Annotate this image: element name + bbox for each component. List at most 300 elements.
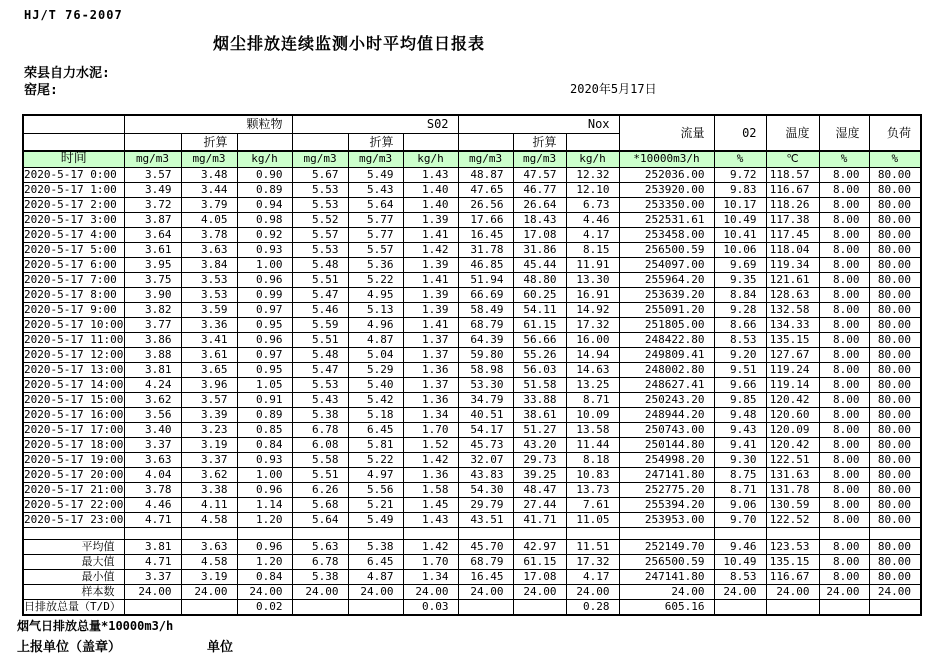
value-cell <box>714 599 766 615</box>
value-cell: 3.78 <box>181 227 237 242</box>
value-cell: 1.45 <box>403 497 458 512</box>
value-cell: 12.10 <box>566 182 619 197</box>
value-cell: 1.42 <box>403 452 458 467</box>
hour-row <box>23 332 921 347</box>
value-cell: 3.40 <box>124 422 181 437</box>
blank-cell <box>869 527 921 539</box>
unit-cell: mg/m3 <box>124 151 181 167</box>
time-cell: 2020-5-17 20:00 <box>24 467 124 481</box>
value-cell: 1.40 <box>403 182 458 197</box>
value-cell <box>348 599 403 615</box>
company-name: 荣县自力水泥: <box>24 66 110 81</box>
time-cell: 2020-5-17 3:00 <box>23 212 124 227</box>
value-cell: 17.66 <box>458 212 513 227</box>
value-cell: 256500.59 <box>619 242 714 257</box>
value-cell: 5.51 <box>292 467 348 482</box>
value-cell: 5.38 <box>292 407 348 422</box>
value-cell: 254998.20 <box>619 452 714 467</box>
summary-label: 最大值 <box>23 554 124 569</box>
value-cell: 118.57 <box>766 167 819 182</box>
blank-cell <box>403 527 458 539</box>
blank-cell <box>619 527 714 539</box>
subheader-converted-pm: 折算 <box>181 133 237 151</box>
value-cell: 8.00 <box>819 332 869 347</box>
blank-cell <box>458 527 513 539</box>
value-cell: 1.52 <box>403 437 458 452</box>
value-cell: 3.62 <box>181 467 237 482</box>
value-cell: 24.00 <box>819 584 869 599</box>
value-cell: 8.00 <box>819 242 869 257</box>
value-cell: 1.14 <box>237 497 292 512</box>
hour-row <box>23 512 921 527</box>
hour-row <box>23 377 921 392</box>
blank-cell <box>566 527 619 539</box>
value-cell: 122.51 <box>766 452 819 467</box>
value-cell: 5.53 <box>292 197 348 212</box>
value-cell: 5.63 <box>292 539 348 554</box>
value-cell: 3.81 <box>124 362 181 377</box>
value-cell: 1.39 <box>403 257 458 272</box>
value-cell: 5.64 <box>292 512 348 527</box>
value-cell: 61.15 <box>513 554 566 569</box>
value-cell: 3.59 <box>181 302 237 317</box>
value-cell: 8.00 <box>819 569 869 584</box>
value-cell: 9.85 <box>714 392 766 407</box>
value-cell: 3.37 <box>124 437 181 452</box>
value-cell: 9.51 <box>714 362 766 377</box>
value-cell: 5.81 <box>348 437 403 452</box>
unit-cell: % <box>819 151 869 167</box>
value-cell: 34.79 <box>458 392 513 407</box>
value-cell: 135.15 <box>766 554 819 569</box>
value-cell: 255091.20 <box>619 302 714 317</box>
value-cell: 0.92 <box>237 227 292 242</box>
value-cell: 9.83 <box>714 182 766 197</box>
value-cell: 8.00 <box>819 257 869 272</box>
value-cell: 5.46 <box>292 302 348 317</box>
value-cell: 80.00 <box>869 437 921 452</box>
value-cell: 5.38 <box>292 569 348 584</box>
value-cell: 8.00 <box>819 317 869 332</box>
value-cell: 3.44 <box>181 182 237 197</box>
value-cell: 5.67 <box>292 167 348 182</box>
value-cell: 0.96 <box>237 332 292 347</box>
value-cell: 80.00 <box>869 347 921 362</box>
value-cell: 3.81 <box>124 539 181 554</box>
value-cell: 26.56 <box>458 197 513 212</box>
value-cell: 3.87 <box>124 212 181 227</box>
value-cell: 0.95 <box>237 362 292 377</box>
value-cell: 256500.59 <box>619 554 714 569</box>
value-cell: 5.21 <box>348 497 403 512</box>
value-cell: 8.00 <box>819 452 869 467</box>
value-cell: 4.97 <box>348 467 403 482</box>
value-cell: 64.39 <box>458 332 513 347</box>
value-cell: 1.37 <box>403 377 458 392</box>
blank-cell <box>237 133 292 151</box>
hour-row <box>23 452 921 467</box>
blank-cell <box>513 527 566 539</box>
value-cell: 5.57 <box>348 242 403 257</box>
hour-row <box>23 482 921 497</box>
value-cell: 8.00 <box>819 182 869 197</box>
value-cell: 0.02 <box>237 599 292 615</box>
value-cell: 250144.80 <box>619 437 714 452</box>
value-cell: 119.24 <box>766 362 819 377</box>
value-cell: 16.45 <box>458 569 513 584</box>
value-cell: 123.53 <box>766 539 819 554</box>
value-cell: 0.28 <box>566 599 619 615</box>
value-cell: 4.24 <box>124 377 181 392</box>
value-cell: 4.46 <box>566 212 619 227</box>
value-cell: 1.42 <box>403 242 458 257</box>
value-cell: 8.00 <box>819 422 869 437</box>
group-header-particulate: 颗粒物 <box>124 115 292 133</box>
value-cell: 120.42 <box>766 392 819 407</box>
table-body <box>23 115 921 615</box>
value-cell: 48.47 <box>513 482 566 497</box>
value-cell: 80.00 <box>869 452 921 467</box>
value-cell: 1.58 <box>403 482 458 497</box>
time-cell: 2020-5-17 8:00 <box>23 287 124 302</box>
value-cell: 118.04 <box>766 242 819 257</box>
value-cell: 58.49 <box>458 302 513 317</box>
time-cell: 2020-5-17 10:00 <box>24 317 124 331</box>
value-cell: 11.51 <box>566 539 619 554</box>
value-cell: 24.00 <box>714 584 766 599</box>
value-cell: 80.00 <box>869 287 921 302</box>
value-cell: 1.43 <box>403 167 458 182</box>
value-cell: 55.26 <box>513 347 566 362</box>
value-cell: 249809.41 <box>619 347 714 362</box>
value-cell: 10.49 <box>714 212 766 227</box>
value-cell: 8.00 <box>819 539 869 554</box>
value-cell: 5.77 <box>348 212 403 227</box>
hour-row <box>23 302 921 317</box>
units-header-row <box>23 151 921 167</box>
value-cell: 10.41 <box>714 227 766 242</box>
value-cell: 5.56 <box>348 482 403 497</box>
value-cell: 119.14 <box>766 377 819 392</box>
value-cell <box>819 599 869 615</box>
blank-cell <box>819 527 869 539</box>
value-cell: 4.71 <box>124 554 181 569</box>
value-cell: 56.66 <box>513 332 566 347</box>
value-cell: 248422.80 <box>619 332 714 347</box>
value-cell: 5.36 <box>348 257 403 272</box>
value-cell: 8.00 <box>819 482 869 497</box>
value-cell <box>869 599 921 615</box>
value-cell: 3.95 <box>124 257 181 272</box>
value-cell: 60.25 <box>513 287 566 302</box>
value-cell: 4.96 <box>348 317 403 332</box>
value-cell: 9.48 <box>714 407 766 422</box>
value-cell: 3.75 <box>124 272 181 287</box>
value-cell: 5.38 <box>348 539 403 554</box>
value-cell: 6.45 <box>348 554 403 569</box>
value-cell: 134.33 <box>766 317 819 332</box>
value-cell: 118.26 <box>766 197 819 212</box>
value-cell: 1.00 <box>237 257 292 272</box>
value-cell: 8.00 <box>819 302 869 317</box>
value-cell: 8.71 <box>714 482 766 497</box>
value-cell: 253953.00 <box>619 512 714 527</box>
value-cell: 5.42 <box>348 392 403 407</box>
value-cell: 1.40 <box>403 197 458 212</box>
time-cell: 2020-5-17 23:00 <box>24 512 124 526</box>
value-cell: 247141.80 <box>619 467 714 482</box>
value-cell: 17.08 <box>513 569 566 584</box>
value-cell: 3.37 <box>124 569 181 584</box>
value-cell: 32.07 <box>458 452 513 467</box>
value-cell: 9.30 <box>714 452 766 467</box>
time-cell: 2020-5-17 15:00 <box>24 392 124 406</box>
unit-cell: mg/m3 <box>458 151 513 167</box>
value-cell: 252775.20 <box>619 482 714 497</box>
unit-cell: % <box>869 151 921 167</box>
blank-cell <box>23 133 124 151</box>
value-cell: 3.86 <box>124 332 181 347</box>
value-cell: 8.71 <box>566 392 619 407</box>
value-cell: 31.78 <box>458 242 513 257</box>
value-cell: 131.63 <box>766 467 819 482</box>
value-cell: 5.53 <box>292 242 348 257</box>
value-cell: 11.91 <box>566 257 619 272</box>
value-cell: 48.87 <box>458 167 513 182</box>
value-cell: 12.32 <box>566 167 619 182</box>
value-cell: 18.43 <box>513 212 566 227</box>
value-cell: 8.00 <box>819 512 869 527</box>
value-cell: 0.94 <box>237 197 292 212</box>
blank-cell <box>124 527 181 539</box>
value-cell: 9.46 <box>714 539 766 554</box>
unit-cell: mg/m3 <box>513 151 566 167</box>
value-cell: 3.79 <box>181 197 237 212</box>
value-cell: 80.00 <box>869 497 921 512</box>
blank-cell <box>181 527 237 539</box>
value-cell: 10.49 <box>714 554 766 569</box>
value-cell: 51.94 <box>458 272 513 287</box>
hour-row <box>23 362 921 377</box>
value-cell: 3.23 <box>181 422 237 437</box>
value-cell: 4.58 <box>181 554 237 569</box>
value-cell: 5.43 <box>292 392 348 407</box>
value-cell: 0.93 <box>237 452 292 467</box>
value-cell: 5.43 <box>348 182 403 197</box>
value-cell <box>292 599 348 615</box>
value-cell: 24.00 <box>403 584 458 599</box>
time-cell: 2020-5-17 14:00 <box>24 377 124 391</box>
value-cell: 0.03 <box>403 599 458 615</box>
value-cell: 16.00 <box>566 332 619 347</box>
value-cell <box>181 599 237 615</box>
value-cell: 66.69 <box>458 287 513 302</box>
value-cell: 0.97 <box>237 347 292 362</box>
blank-cell <box>458 133 513 151</box>
value-cell: 26.64 <box>513 197 566 212</box>
value-cell: 8.00 <box>819 554 869 569</box>
value-cell: 9.35 <box>714 272 766 287</box>
value-cell: 43.83 <box>458 467 513 482</box>
value-cell: 1.20 <box>237 554 292 569</box>
value-cell: 3.61 <box>181 347 237 362</box>
value-cell: 10.17 <box>714 197 766 212</box>
value-cell: 9.43 <box>714 422 766 437</box>
value-cell: 4.17 <box>566 227 619 242</box>
value-cell: 80.00 <box>869 362 921 377</box>
summary-row <box>23 599 921 615</box>
value-cell: 250743.00 <box>619 422 714 437</box>
time-cell: 2020-5-17 21:00 <box>24 482 124 496</box>
hour-row <box>23 407 921 422</box>
value-cell: 1.37 <box>403 347 458 362</box>
value-cell: 0.84 <box>237 437 292 452</box>
summary-label: 日排放总量（T/D） <box>23 599 124 615</box>
value-cell: 116.67 <box>766 569 819 584</box>
summary-label: 样本数 <box>23 584 124 599</box>
value-cell: 253639.20 <box>619 287 714 302</box>
value-cell <box>458 599 513 615</box>
value-cell: 3.96 <box>181 377 237 392</box>
report-unit-label: 上报单位（盖章） <box>17 640 122 655</box>
value-cell: 0.84 <box>237 569 292 584</box>
value-cell: 5.53 <box>292 377 348 392</box>
blank-cell <box>124 133 181 151</box>
time-cell: 2020-5-17 17:00 <box>24 422 124 436</box>
value-cell: 46.77 <box>513 182 566 197</box>
time-cell: 2020-5-17 16:00 <box>24 407 124 421</box>
value-cell: 0.97 <box>237 302 292 317</box>
value-cell: 1.39 <box>403 287 458 302</box>
value-cell: 10.09 <box>566 407 619 422</box>
value-cell: 9.06 <box>714 497 766 512</box>
time-cell: 2020-5-17 9:00 <box>23 302 124 317</box>
unit-cell: kg/h <box>237 151 292 167</box>
hour-row <box>23 272 921 287</box>
value-cell: 51.58 <box>513 377 566 392</box>
summary-row <box>23 539 921 554</box>
value-cell: 8.00 <box>819 347 869 362</box>
value-cell: 45.44 <box>513 257 566 272</box>
value-cell: 0.99 <box>237 287 292 302</box>
value-cell: 3.88 <box>124 347 181 362</box>
value-cell: 248002.80 <box>619 362 714 377</box>
value-cell: 0.96 <box>237 482 292 497</box>
value-cell: 8.15 <box>566 242 619 257</box>
value-cell: 8.00 <box>819 272 869 287</box>
value-cell: 122.52 <box>766 512 819 527</box>
value-cell: 5.68 <box>292 497 348 512</box>
value-cell: 5.52 <box>292 212 348 227</box>
value-cell: 9.28 <box>714 302 766 317</box>
hour-row <box>23 422 921 437</box>
value-cell: 3.41 <box>181 332 237 347</box>
value-cell: 6.08 <box>292 437 348 452</box>
value-cell: 3.56 <box>124 407 181 422</box>
value-cell: 3.37 <box>181 452 237 467</box>
value-cell: 24.00 <box>292 584 348 599</box>
value-cell: 3.90 <box>124 287 181 302</box>
value-cell: 14.63 <box>566 362 619 377</box>
hour-row <box>23 467 921 482</box>
value-cell: 253350.00 <box>619 197 714 212</box>
value-cell: 5.22 <box>348 452 403 467</box>
time-cell: 2020-5-17 2:00 <box>23 197 124 212</box>
group-header-so2: S02 <box>292 115 458 133</box>
value-cell: 6.45 <box>348 422 403 437</box>
summary-row <box>23 569 921 584</box>
value-cell: 54.30 <box>458 482 513 497</box>
col-header-load: 负荷 <box>869 115 921 151</box>
unit-cell: *10000m3/h <box>619 151 714 167</box>
value-cell: 130.59 <box>766 497 819 512</box>
value-cell: 4.95 <box>348 287 403 302</box>
value-cell: 8.00 <box>819 212 869 227</box>
value-cell: 1.39 <box>403 302 458 317</box>
value-cell: 0.96 <box>237 272 292 287</box>
value-cell: 1.20 <box>237 512 292 527</box>
value-cell: 16.45 <box>458 227 513 242</box>
value-cell: 42.97 <box>513 539 566 554</box>
value-cell: 68.79 <box>458 317 513 332</box>
hour-row <box>23 257 921 272</box>
value-cell: 120.42 <box>766 437 819 452</box>
value-cell: 4.17 <box>566 569 619 584</box>
value-cell: 3.65 <box>181 362 237 377</box>
value-cell: 135.15 <box>766 332 819 347</box>
value-cell: 1.41 <box>403 317 458 332</box>
value-cell: 3.63 <box>181 539 237 554</box>
value-cell: 0.96 <box>237 539 292 554</box>
value-cell: 5.77 <box>348 227 403 242</box>
hour-row <box>23 167 921 182</box>
subheader-converted-nox: 折算 <box>513 133 566 151</box>
value-cell: 5.49 <box>348 512 403 527</box>
value-cell: 3.38 <box>181 482 237 497</box>
value-cell: 13.58 <box>566 422 619 437</box>
value-cell: 39.25 <box>513 467 566 482</box>
unit-cell: mg/m3 <box>292 151 348 167</box>
hour-row <box>23 227 921 242</box>
value-cell: 9.20 <box>714 347 766 362</box>
value-cell: 1.42 <box>403 539 458 554</box>
hour-row <box>23 437 921 452</box>
value-cell: 0.95 <box>237 317 292 332</box>
value-cell: 68.79 <box>458 554 513 569</box>
value-cell: 119.34 <box>766 257 819 272</box>
value-cell: 4.04 <box>124 467 181 482</box>
value-cell: 253920.00 <box>619 182 714 197</box>
value-cell: 80.00 <box>869 332 921 347</box>
blank-cell <box>292 133 348 151</box>
value-cell: 80.00 <box>869 554 921 569</box>
value-cell: 16.91 <box>566 287 619 302</box>
value-cell: 1.36 <box>403 392 458 407</box>
value-cell: 252036.00 <box>619 167 714 182</box>
value-cell: 4.05 <box>181 212 237 227</box>
value-cell: 24.00 <box>869 584 921 599</box>
value-cell: 8.00 <box>819 167 869 182</box>
value-cell: 3.49 <box>124 182 181 197</box>
value-cell: 61.15 <box>513 317 566 332</box>
hour-row <box>23 182 921 197</box>
hour-row <box>23 287 921 302</box>
blank-cell <box>348 527 403 539</box>
value-cell: 14.94 <box>566 347 619 362</box>
value-cell: 51.27 <box>513 422 566 437</box>
value-cell: 6.78 <box>292 422 348 437</box>
value-cell: 33.88 <box>513 392 566 407</box>
